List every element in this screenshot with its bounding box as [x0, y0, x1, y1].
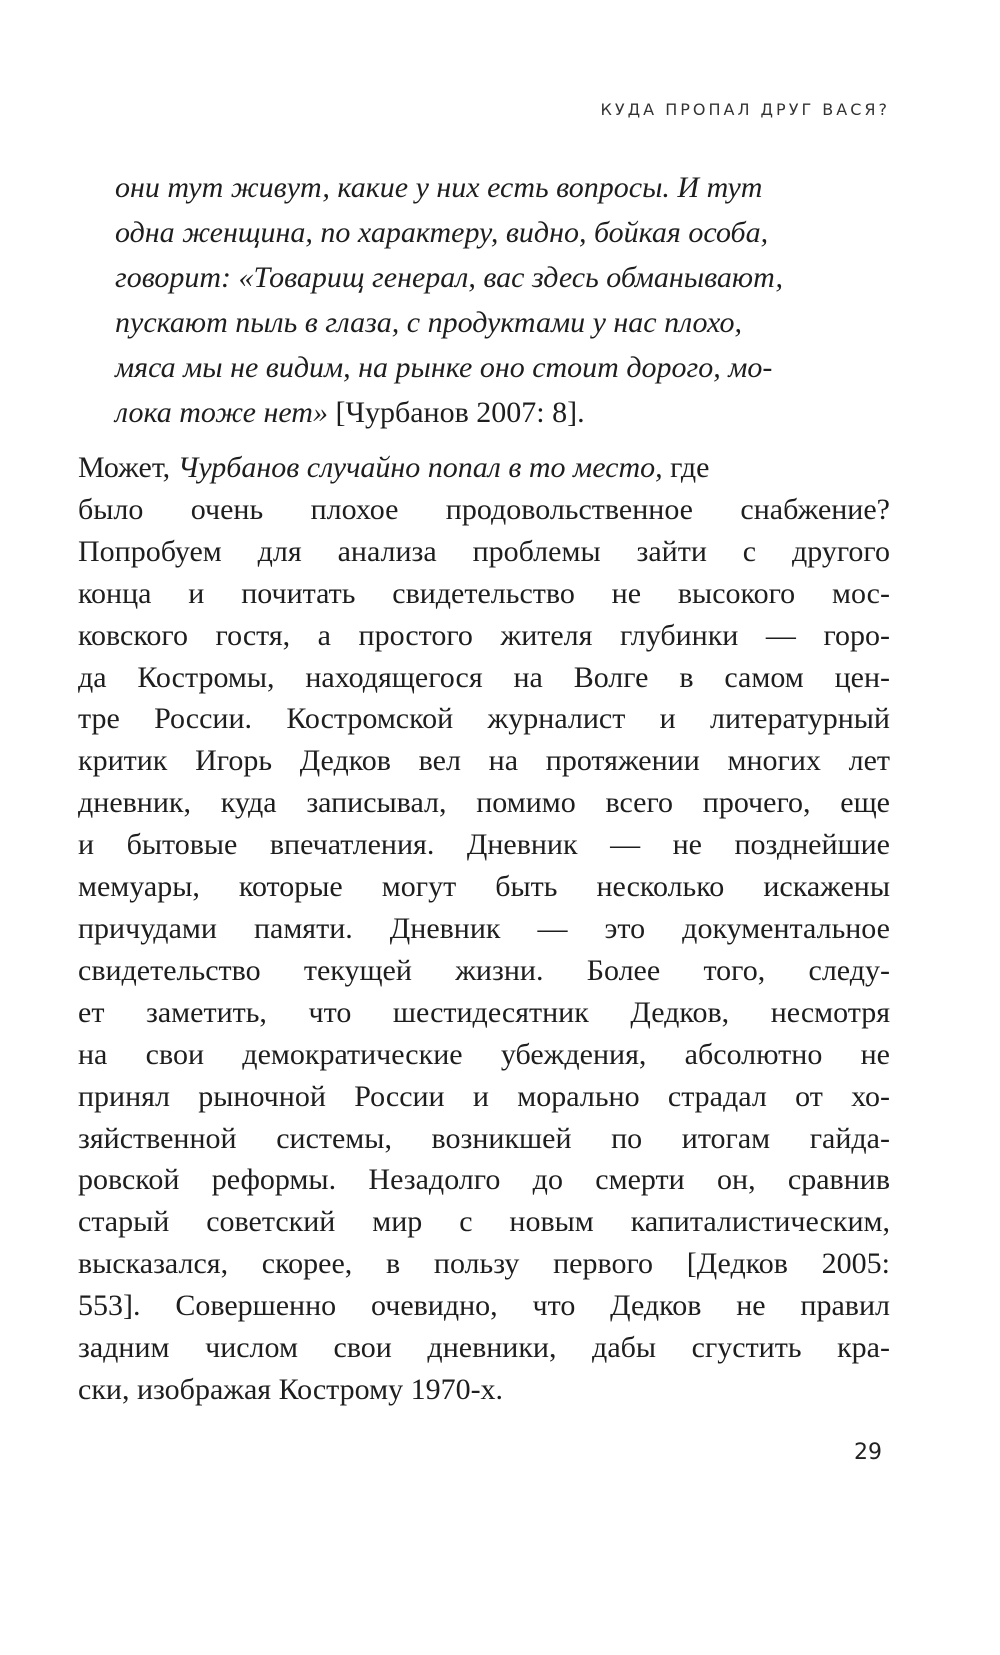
paragraph-line: дневник, куда записывал, помимо всего прочего, еще	[78, 786, 890, 820]
quote-line: одна женщина, по характеру, видно, бойкая особа,	[115, 216, 769, 249]
paragraph-line: да Костромы, находящегося на Волге в самом цен-	[78, 660, 890, 694]
quote-text: лока тоже нет»	[115, 396, 328, 429]
paragraph-line: было очень плохое продовольственное снабжение?	[78, 492, 890, 526]
paragraph-line: тре России. Костромской журналист и литературный	[78, 702, 890, 736]
paragraph-line: высказался, скорее, в пользу первого [Дедков 2005:	[78, 1247, 890, 1281]
paragraph-line: критик Игорь Дедков вел на протяжении многих лет	[78, 744, 890, 778]
paragraph-line: свидетельство текущей жизни. Более того, следу-	[78, 953, 890, 987]
text-run: Может,	[78, 451, 178, 484]
quote-line: мяса мы не видим, на рынке оно стоит дорого, мо-	[115, 351, 773, 384]
paragraph-line: мемуары, которые могут быть несколько искажены	[78, 870, 890, 904]
quote-line-last	[115, 390, 890, 435]
text-run-italic: Чурбанов	[177, 451, 300, 484]
paragraph-line: задним числом свои дневники, дабы сгустить кра-	[78, 1331, 890, 1365]
quote-line: пускают пыль в глаза, с продуктами у нас плохо,	[115, 306, 743, 339]
quote-line: они тут живут, какие у них есть вопросы. И тут	[115, 171, 763, 204]
block-quote	[115, 165, 890, 435]
paragraph-line: принял рыночной России и морально страдал от хо-	[78, 1079, 890, 1113]
paragraph-line: Попробуем для анализа проблемы зайти с другого	[78, 534, 890, 568]
paragraph-line-last: ски, изображая Кострому 1970-х.	[78, 1372, 504, 1406]
text-run	[299, 451, 307, 484]
paragraph-line: зяйственной системы, возникшей по итогам гайда-	[78, 1121, 890, 1155]
paragraph-line: на свои демократические убеждения, абсолютно не	[78, 1037, 890, 1071]
paragraph-line: ет заметить, что шестидесятник Дедков, несмотря	[78, 995, 890, 1029]
paragraph-line: причудами памяти. Дневник — это документальное	[78, 911, 890, 945]
paragraph-line: старый советский мир с новым капиталистическим,	[78, 1205, 890, 1239]
paragraph-line: конца и почитать свидетельство не высокого мос-	[78, 576, 890, 610]
paragraph-line: и бытовые впечатления. Дневник — не позднейшие	[78, 828, 890, 862]
quote-citation: [Чурбанов 2007: 8].	[327, 396, 585, 429]
text-run: где	[662, 451, 710, 484]
paragraph-line: ковского гостя, а простого жителя глубинки — горо-	[78, 618, 890, 652]
body-paragraph	[78, 447, 890, 1411]
quote-line: говорит: «Товарищ генерал, вас здесь обманывают,	[115, 261, 783, 294]
paragraph-line-first	[78, 447, 890, 489]
text-run-italic: случайно попал в то место,	[306, 451, 663, 484]
paragraph-line: ровской реформы. Незадолго до смерти он, сравнив	[78, 1163, 890, 1197]
running-head: КУДА ПРОПАЛ ДРУГ ВАСЯ?	[600, 100, 890, 119]
page-number: 29	[854, 1440, 882, 1465]
paragraph-line: 553]. Совершенно очевидно, что Дедков не правил	[78, 1289, 890, 1323]
